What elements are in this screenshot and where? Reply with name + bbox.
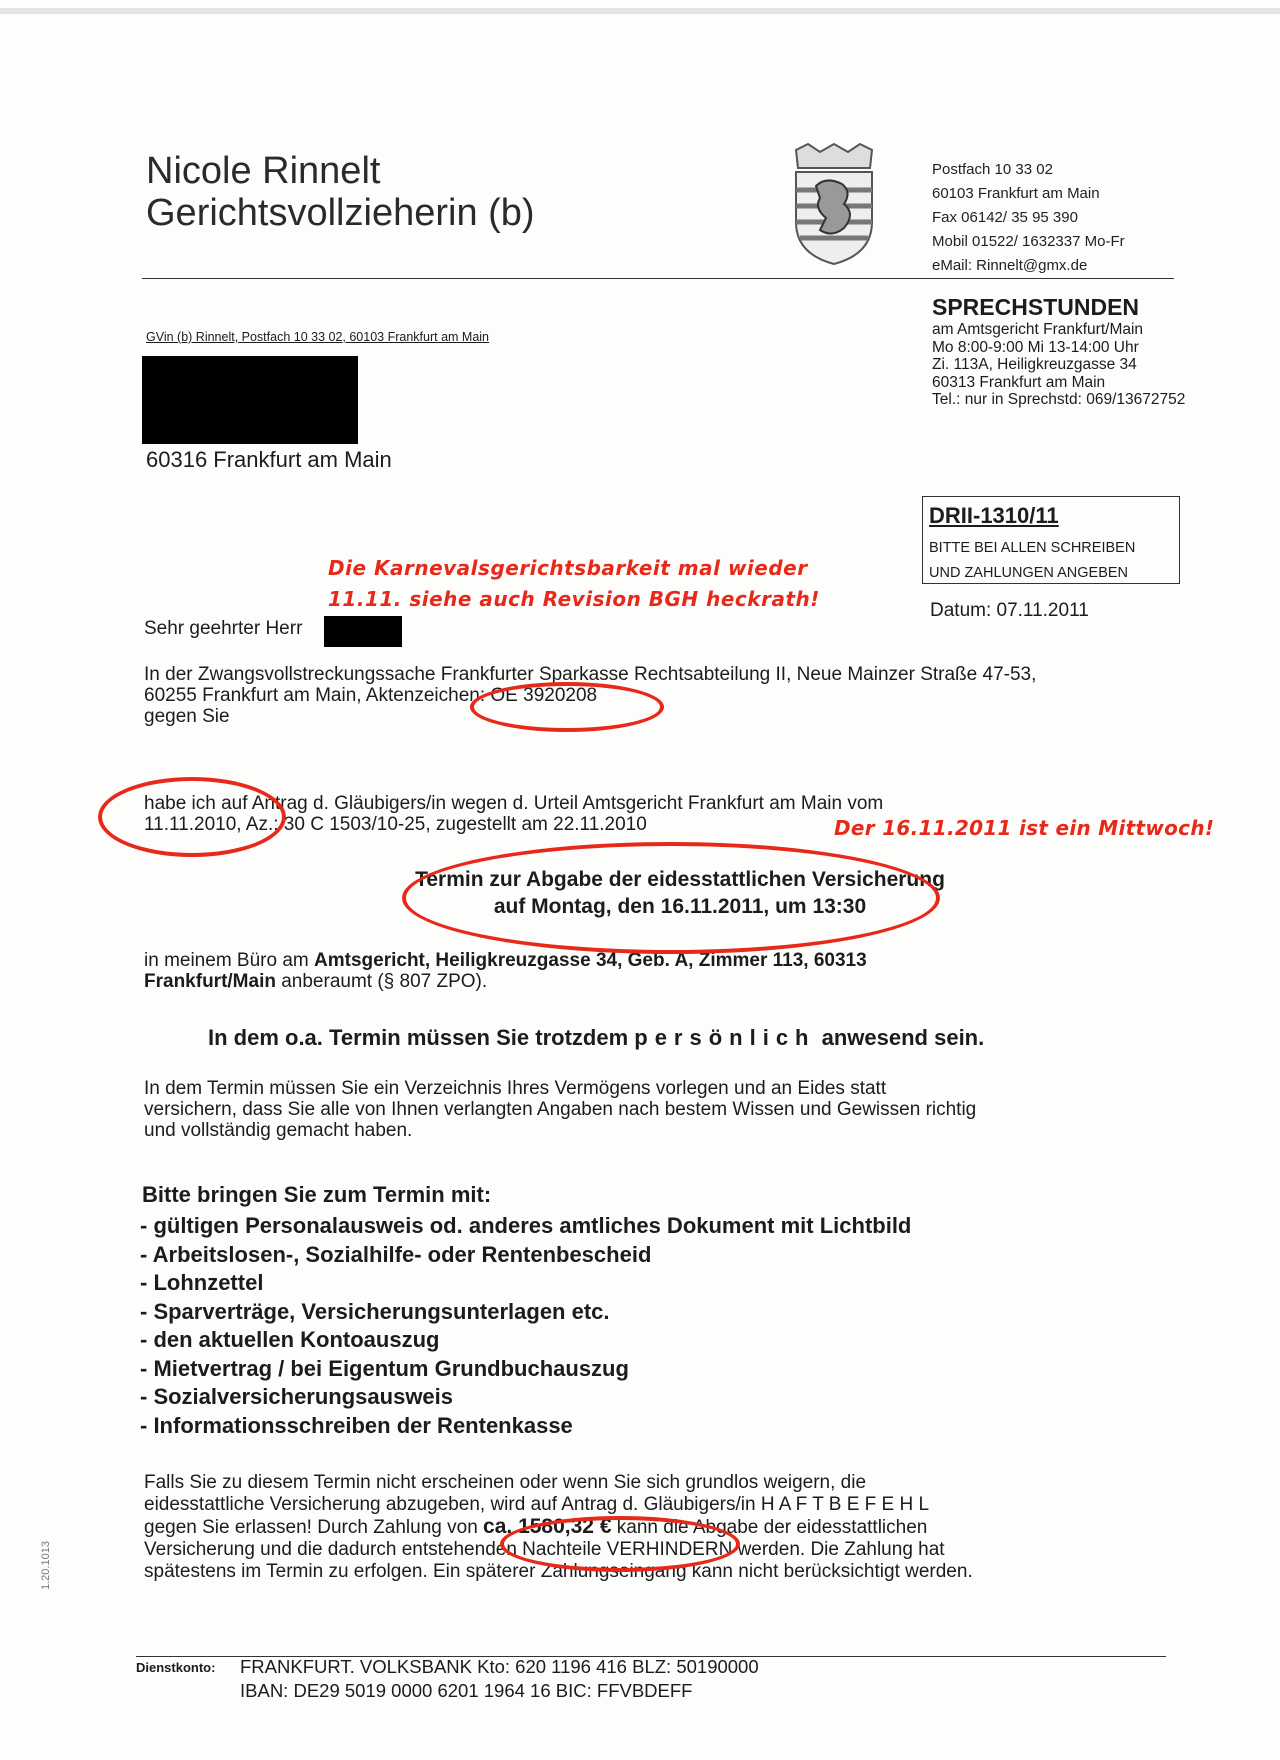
text-line: In dem Termin müssen Sie ein Verzeichnis Ihres Vermögens vorlegen und an Eides statt (144, 1078, 887, 1099)
text-line: spätestens im Termin zu erfolgen. Ein späterer Zahlungseingang kann nicht berücksichtigt werden. (144, 1561, 973, 1582)
sender-contact (932, 158, 1125, 278)
text-line: Falls Sie zu diesem Termin nicht erscheinen oder wenn Sie sich grundlos weigern, die (144, 1472, 867, 1493)
list-item: - Informationsschreiben der Rentenkasse (140, 1412, 573, 1438)
text-line: habe ich auf Antrag d. Gläubigers/in wegen d. Urteil Amtsgericht Frankfurt am Main vom (144, 793, 884, 814)
list-item: - Lohnzettel (140, 1270, 264, 1295)
header-divider (142, 278, 1174, 279)
appointment-date: auf Montag, den 16.11.2011, um 13:30 (493, 895, 867, 918)
office-city: Frankfurt/Main (144, 971, 276, 992)
return-address: GVin (b) Rinnelt, Postfach 10 33 02, 60103 Frankfurt am Main (146, 330, 490, 344)
contact-line: Mobil 01522/ 1632337 Mo-Fr (932, 233, 1125, 250)
redacted-recipient-name (142, 356, 358, 444)
contact-line: Fax 06142/ 35 95 390 (932, 209, 1078, 226)
text-span: In dem o.a. Termin müssen Sie trotzdem (208, 1025, 635, 1050)
reference-note-line: UND ZAHLUNGEN ANGEBEN (929, 565, 1129, 581)
presence-notice (208, 1025, 984, 1051)
office-hours-line: Zi. 113A, Heiligkreuzgasse 34 (932, 356, 1137, 373)
list-item: - Sozialversicherungsausweis (140, 1384, 454, 1409)
handwritten-note-carnival (328, 553, 820, 615)
office-hours (932, 321, 1185, 409)
text-span: in meinem Büro am (144, 950, 315, 971)
circle-annotation-case-number (470, 682, 664, 732)
sender-name: Nicole Rinnelt (146, 150, 381, 192)
letter-date: Datum: 07.11.2011 (930, 600, 1089, 621)
text-line: versichern, dass Sie alle von Ihnen verlangten Angaben nach bestem Wissen und Gewissen richtig (144, 1099, 977, 1120)
checklist (140, 1212, 911, 1440)
office-hours-title: SPRECHSTUNDEN (932, 294, 1140, 320)
list-item: - Mietvertrag / bei Eigentum Grundbuchauszug (140, 1355, 629, 1381)
text-span: kann die Abgabe der eidesstattlichen (611, 1517, 928, 1538)
office-hours-line: Mo 8:00-9:00 Mi 13-14:00 Uhr (932, 338, 1139, 356)
page-top-edge (0, 8, 1280, 14)
sender-title: Gerichtsvollzieherin (b) (146, 192, 535, 234)
text-line: 11.11.2010, Az.: 30 C 1503/10-25, zugestellt am 22.11.2010 (144, 814, 647, 835)
text-span: anberaumt (§ 807 ZPO). (275, 971, 488, 992)
office-hours-line: Tel.: nur in Sprechstd: 069/13672752 (932, 391, 1186, 408)
text-span: anwesend sein. (815, 1025, 985, 1050)
iban-line: IBAN: DE29 5019 0000 6201 1964 16 BIC: FFVBDEFF (240, 1680, 693, 1701)
text-line: und vollständig gemacht haben. (144, 1120, 413, 1141)
contact-line: Postfach 10 33 02 (932, 161, 1053, 178)
bank-account-line: FRANKFURT. VOLKSBANK Kto: 620 1196 416 BLZ: 50190000 (240, 1656, 759, 1677)
note-line: Die Karnevalsgerichtsbarkeit mal wieder (328, 556, 808, 580)
circle-annotation-amount (500, 1516, 740, 1572)
circle-annotation-judgment-date (98, 777, 286, 857)
text-line: Versicherung und die dadurch entstehenden Nachteile VERHINDERN werden. Die Zahlung hat (144, 1539, 945, 1560)
contact-line: 60103 Frankfurt am Main (932, 185, 1100, 202)
handwritten-note-wednesday: Der 16.11.2011 ist ein Mittwoch! (834, 816, 1215, 840)
location-paragraph (144, 950, 1154, 992)
list-item: - gültigen Personalausweis od. anderes amtliches Dokument mit Lichtbild (140, 1213, 912, 1238)
form-code: 1.20.1013 (40, 1541, 52, 1590)
hesse-coat-of-arms-icon (786, 142, 882, 268)
recipient-city: 60316 Frankfurt am Main (146, 447, 392, 472)
reference-note-line: BITTE BEI ALLEN SCHREIBEN (929, 540, 1136, 556)
office-hours-line: 60313 Frankfurt am Main (932, 373, 1106, 391)
text-line: gegen Sie (144, 706, 230, 727)
reference-number: DRII-1310/11 (929, 503, 1059, 528)
text-line: eidesstattliche Versicherung abzugeben, wird auf Antrag d. Gläubigers/in H A F T B E F E H L (144, 1494, 930, 1515)
redacted-surname (324, 616, 402, 647)
list-item: - den aktuellen Kontoauszug (140, 1327, 440, 1352)
emphasized-word: persönlich (634, 1025, 816, 1050)
text-span: gegen Sie erlassen! Durch Zahlung von (144, 1517, 484, 1538)
office-hours-line: am Amtsgericht Frankfurt/Main (932, 321, 1144, 338)
note-line: 11.11. siehe auch Revision BGH heckrath! (328, 587, 820, 611)
list-item: - Sparverträge, Versicherungsunterlagen etc. (140, 1298, 610, 1324)
circle-annotation-appointment (402, 842, 940, 954)
contact-line: eMail: Rinnelt@gmx.de (932, 257, 1088, 274)
inventory-paragraph (144, 1078, 1154, 1141)
text-line: In der Zwangsvollstreckungssache Frankfurter Sparkasse Rechtsabteilung II, Neue Mainzer Straße 47-53, (144, 664, 1037, 685)
text-line: 60255 Frankfurt am Main, Aktenzeichen: OE 3920208 (144, 685, 598, 706)
list-item: - Arbeitslosen-, Sozialhilfe- oder Rentenbescheid (140, 1241, 652, 1267)
salutation: Sehr geehrter Herr (144, 618, 303, 639)
office-location: Amtsgericht, Heiligkreuzgasse 34, Geb. A, Zimmer 113, 60313 (314, 950, 867, 971)
payment-amount: ca. 1580,32 € (483, 1515, 612, 1538)
bank-account-label: Dienstkonto: (136, 1660, 216, 1675)
checklist-title: Bitte bringen Sie zum Termin mit: (142, 1182, 492, 1207)
appointment-line: Termin zur Abgabe der eidesstattlichen Versicherung (415, 868, 945, 891)
reference-note (929, 536, 1135, 586)
